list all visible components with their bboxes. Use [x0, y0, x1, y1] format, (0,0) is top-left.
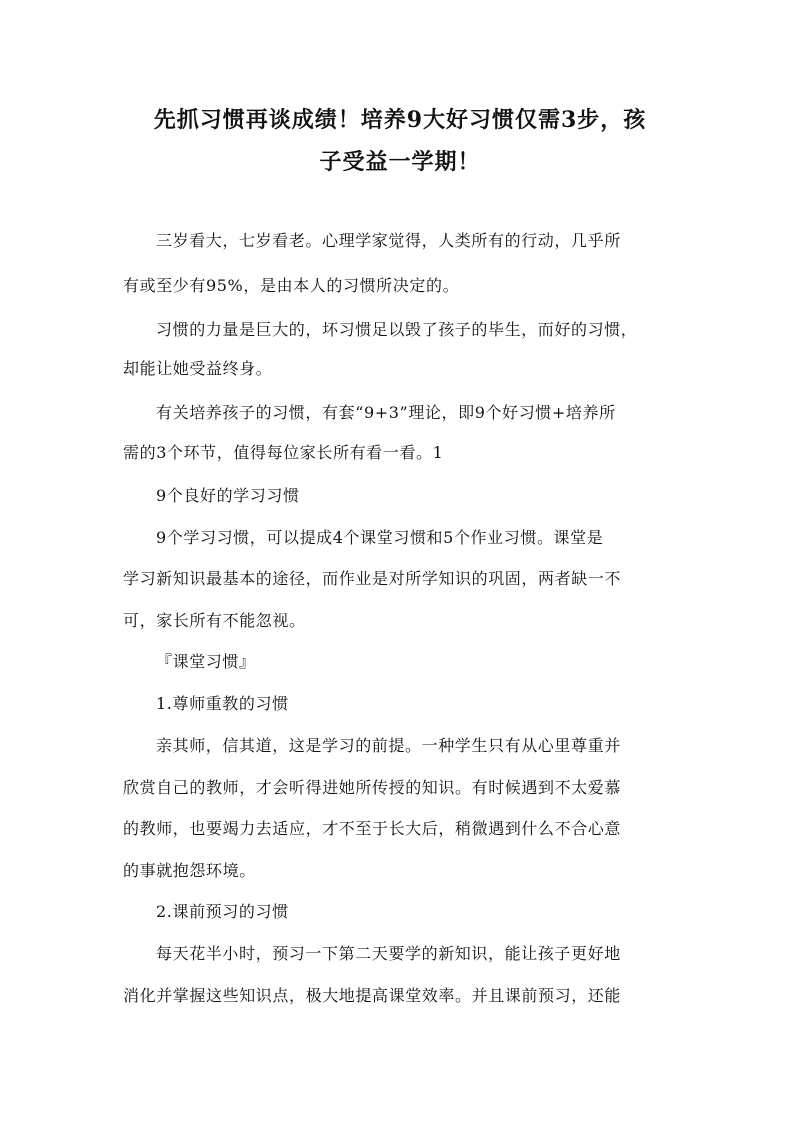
paragraph-line: 有关培养孩子的习惯，有套“9+3”理论，即9个好习惯+培养所 [156, 403, 616, 422]
paragraph-line: 的事就抱怨环境。 [123, 861, 256, 880]
paragraph-line: 习惯的力量是巨大的，坏习惯足以毁了孩子的毕生，而好的习惯， [156, 320, 638, 339]
paragraph-line: 可，家长所有不能忽视。 [123, 611, 306, 630]
section-heading: 9个良好的学习习惯 [156, 486, 300, 505]
section-heading: 『课堂习惯』 [156, 652, 256, 671]
paragraph-line: 9个学习习惯，可以提成4个课堂习惯和5个作业习惯。课堂是 [156, 528, 604, 547]
paragraph-line: 三岁看大，七岁看老。心理学家觉得，人类所有的行动，几乎所 [156, 231, 621, 250]
document-title-line-1: 先抓习惯再谈成绩！培养9大好习惯仅需3步，孩 [153, 107, 647, 133]
paragraph-line: 的教师，也要竭力去适应，才不至于长大后，稍微遇到什么不合心意 [123, 819, 622, 838]
paragraph-line: 有或至少有95%，是由本人的习惯所决定的。 [123, 276, 460, 295]
paragraph-line: 亲其师，信其道，这是学习的前提。一种学生只有从心里尊重并 [156, 736, 621, 755]
paragraph-line: 学习新知识最基本的途径，而作业是对所学知识的巩固，两者缺一不 [123, 569, 622, 588]
document-title-line-2: 子受益一学期！ [319, 149, 481, 175]
section-heading: 2.课前预习的习惯 [156, 902, 289, 921]
paragraph-line: 需的3个环节，值得每位家长所有看一看。1 [123, 443, 444, 462]
paragraph-line: 欣赏自己的教师，才会听得进她所传授的知识。有时候遇到不太爱慕 [123, 778, 622, 797]
paragraph-line: 每天花半小时，预习一下第二天要学的新知识，能让孩子更好地 [156, 944, 621, 963]
section-heading: 1.尊师重教的习惯 [156, 694, 289, 713]
paragraph-line: 却能让她受益终身。 [123, 359, 273, 378]
paragraph-line: 消化并掌握这些知识点，极大地提高课堂效率。并且课前预习，还能 [123, 986, 622, 1005]
